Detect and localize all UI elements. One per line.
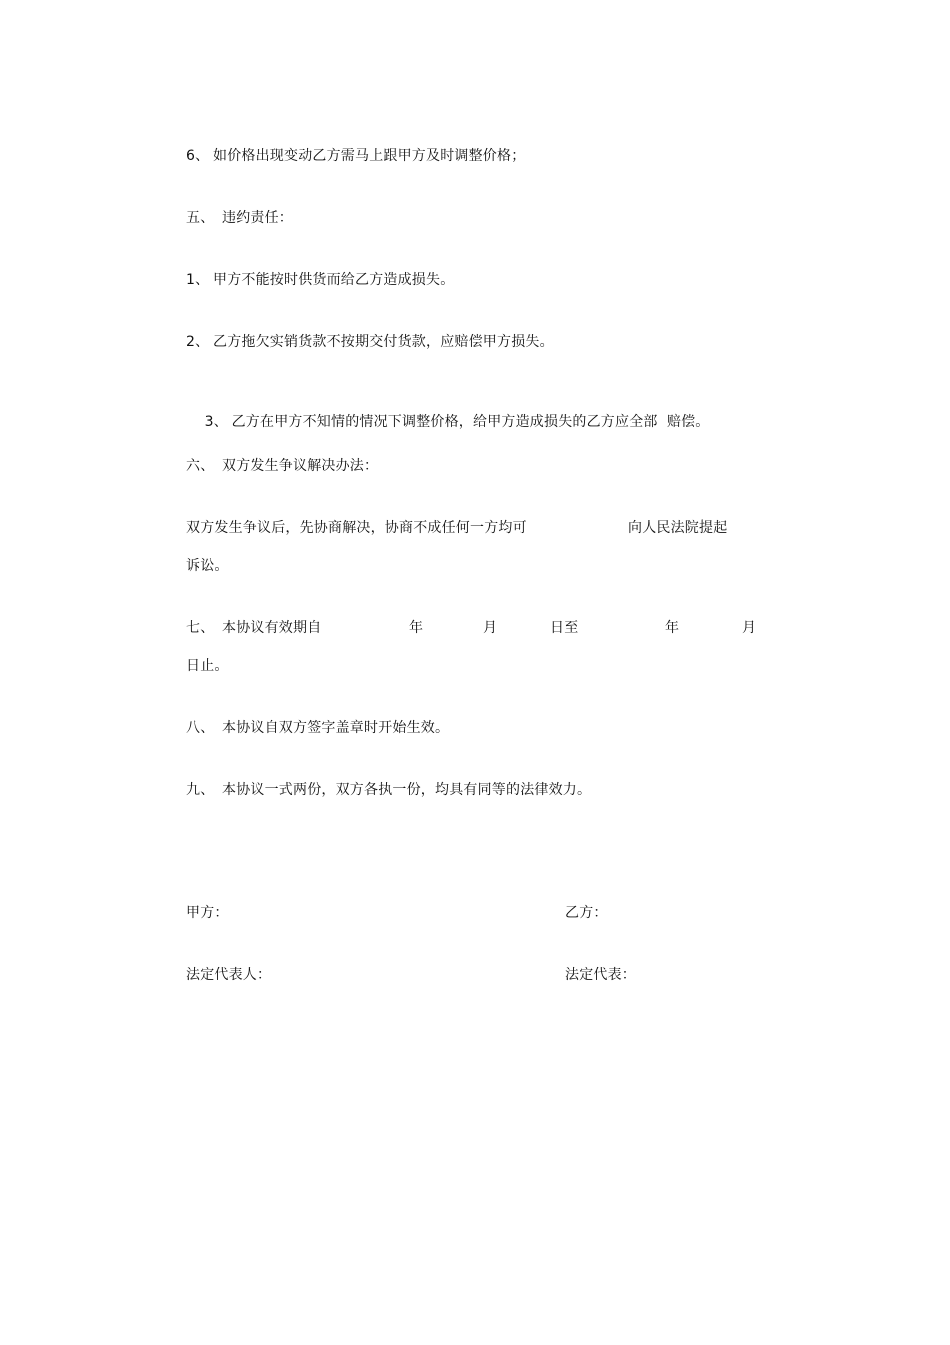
section-5-item-3 [186,395,710,449]
section-number: 七、 [186,620,215,636]
section-5-item-2 [186,333,554,351]
end-month-label: 月 [742,620,757,636]
party-a-representative-label: 法定代表人： [186,967,272,983]
start-month-label: 月 [483,620,498,636]
clause-number: 2、 [186,334,210,350]
clause-text: 乙方在甲方不知情的情况下调整价格，给甲方造成损失的乙方应全部 赔偿。 [231,414,710,430]
end-day-label: 日止。 [186,658,229,674]
clause-text: 甲方不能按时供货而给乙方造成损失。 [213,272,455,288]
clause-6 [186,147,525,165]
section-number: 八、 [186,720,215,736]
end-year-label: 年 [665,620,680,636]
clause-text: 如价格出现变动乙方需马上跟甲方及时调整价格； [213,148,526,164]
section-number: 九、 [186,782,215,798]
section-text: 本协议有效期自 [222,620,322,636]
party-a-label: 甲方： [186,905,229,921]
party-b-representative-label: 法定代表： [565,967,636,983]
clause-number: 1、 [186,272,210,288]
section-6-heading [186,457,378,475]
paragraph-text: 向人民法院提起 [628,520,728,536]
section-title: 双方发生争议解决办法： [222,458,379,474]
section-9 [186,781,591,799]
section-text: 本协议一式两份，双方各执一份，均具有同等的法律效力。 [222,782,592,798]
section-7-line-1 [186,619,321,637]
clause-number: 6、 [186,148,210,164]
start-year-label: 年 [409,620,424,636]
section-6-paragraph-continuation [628,519,727,537]
section-5-heading [186,209,293,227]
section-number: 五、 [186,210,215,226]
section-number: 六、 [186,458,215,474]
section-6-paragraph-line-2 [186,557,229,575]
section-8 [186,719,449,737]
party-b-label: 乙方： [565,905,608,921]
clause-number: 3、 [204,414,228,430]
clause-text: 乙方拖欠实销货款不按期交付货款，应赔偿甲方损失。 [213,334,554,350]
start-day-to-label: 日至 [550,620,579,636]
paragraph-text: 诉讼。 [186,558,229,574]
paragraph-text: 双方发生争议后，先协商解决，协商不成任何一方均可 [186,520,527,536]
section-5-item-1 [186,271,454,289]
section-6-paragraph-line-1 [186,519,527,537]
section-title: 违约责任： [222,210,293,226]
section-text: 本协议自双方签字盖章时开始生效。 [222,720,450,736]
